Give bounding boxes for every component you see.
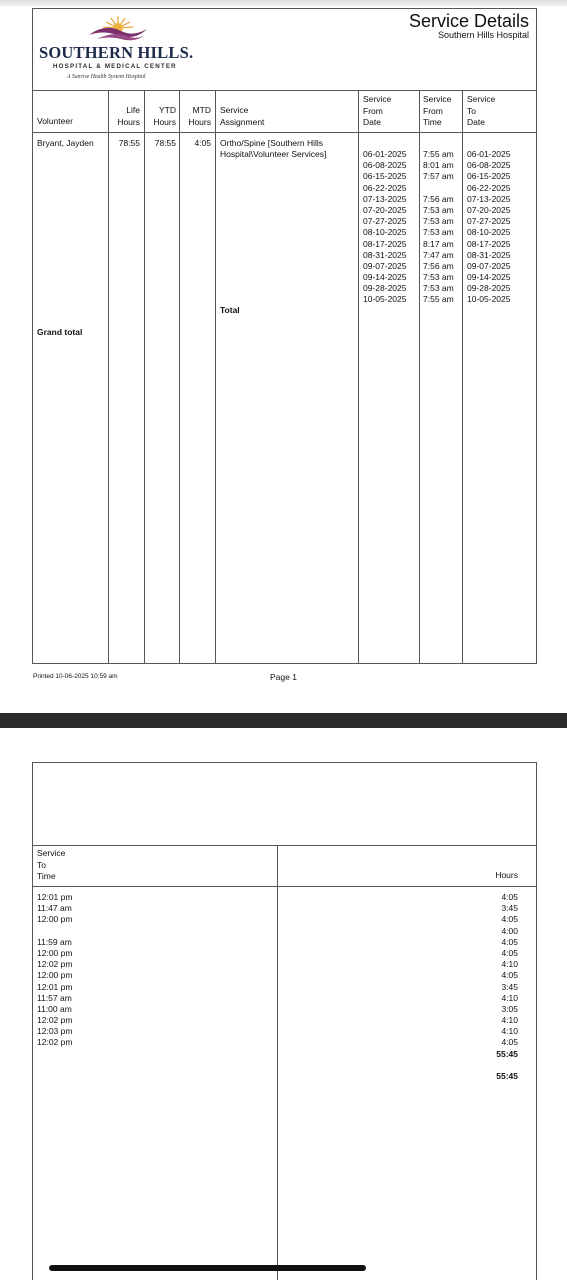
col-header-to-time: Service To Time: [37, 848, 66, 881]
list-item: 08-10-2025: [467, 227, 511, 238]
list-item: 06-15-2025: [363, 171, 407, 182]
list-item: 07-27-2025: [363, 216, 407, 227]
report-header: [33, 9, 536, 91]
col-header-to-date: Service To Date: [467, 94, 496, 127]
list-item: [423, 183, 454, 194]
home-indicator[interactable]: [49, 1265, 366, 1271]
hospital-logo: [39, 15, 219, 87]
col-divider: [144, 91, 145, 664]
list-item: 07-13-2025: [467, 193, 511, 204]
list-item: 7:47 am: [423, 249, 454, 260]
col-divider: [215, 91, 216, 664]
list-item: 06-15-2025: [467, 171, 511, 182]
col-header-volunteer: Volunteer: [37, 116, 73, 126]
list-item: 8:17 am: [423, 238, 454, 249]
page-subtitle: Southern Hills Hospital: [437, 30, 529, 40]
page-number: Page 1: [270, 672, 297, 682]
list-item: 09-07-2025: [363, 260, 407, 271]
list-item: 11:57 am: [37, 992, 72, 1003]
list-item: 08-31-2025: [467, 249, 511, 260]
col-divider: [108, 91, 109, 664]
list-item: 7:53 am: [423, 204, 454, 215]
printed-timestamp: Printed 10-06-2025 10:59 am: [33, 673, 118, 680]
col-divider: [419, 91, 420, 664]
list-item: 12:02 pm: [37, 959, 73, 970]
header-divider: [33, 845, 536, 846]
list-item: 12:02 pm: [37, 1037, 73, 1048]
list-item: 8:01 am: [423, 160, 454, 171]
total-hours: 55:45: [496, 1049, 518, 1059]
list-item: 7:55 am: [423, 294, 454, 305]
col-divider: [277, 845, 278, 1280]
list-item: 12:00 pm: [37, 947, 73, 958]
list-item: 11:59 am: [37, 936, 72, 947]
list-item: 06-08-2025: [363, 160, 407, 171]
assignment-line-2: Hospital\Volunteer Services]: [220, 149, 327, 159]
list-item: 09-07-2025: [467, 260, 511, 271]
list-item: [37, 926, 72, 937]
list-item: 06-01-2025: [467, 149, 511, 159]
list-item: 09-14-2025: [363, 272, 407, 283]
list-item: 12:02 pm: [37, 1015, 73, 1026]
list-item: 11:47 am: [37, 903, 72, 914]
col-header-from-time: Service From Time: [423, 94, 452, 127]
list-item: 3:45: [501, 981, 518, 992]
list-item: 07-20-2025: [467, 204, 511, 215]
list-item: 06-08-2025: [467, 160, 511, 171]
list-item: 12:01 pm: [37, 981, 73, 992]
list-item: 06-22-2025: [363, 182, 407, 193]
mtd-hours-value: 4:05: [194, 138, 211, 148]
report-page-2: [32, 762, 537, 1280]
list-item: 7:57 am: [423, 171, 454, 182]
list-item: 7:53 am: [423, 272, 454, 283]
col-header-ytd-hours: YTD Hours: [153, 105, 176, 127]
col-divider: [358, 91, 359, 664]
sun-hills-logo-icon: [87, 15, 149, 41]
list-item: 12:00 pm: [37, 970, 73, 981]
list-item: 3:45: [501, 903, 518, 914]
hours-list: [453, 892, 518, 1049]
list-item: 08-17-2025: [363, 238, 407, 249]
list-item: 7:56 am: [423, 260, 454, 271]
list-item: 08-17-2025: [467, 238, 511, 249]
list-item: 09-14-2025: [467, 272, 511, 283]
list-item: 7:53 am: [423, 283, 454, 294]
report-page-1: [32, 8, 537, 664]
list-item: 12:00 pm: [37, 914, 73, 925]
list-item: 12:03 pm: [37, 1026, 73, 1037]
volunteer-name: Bryant, Jayden: [37, 138, 94, 148]
total-label: Total: [220, 305, 240, 315]
logo-name: SOUTHERN HILLS.: [39, 43, 194, 62]
list-item: 07-13-2025: [363, 193, 407, 204]
list-item: 06-22-2025: [467, 182, 511, 193]
list-item: 09-28-2025: [363, 283, 407, 294]
list-item: 7:53 am: [423, 227, 454, 238]
list-item: 4:05: [501, 970, 518, 981]
list-item: 4:10: [501, 1026, 518, 1037]
col-header-assignment: Service Assignment: [220, 105, 265, 127]
list-item: 08-31-2025: [363, 249, 407, 260]
list-item: 4:10: [501, 1015, 518, 1026]
from-date-list: [363, 149, 406, 306]
assignment-line-1: Ortho/Spine [Southern Hills: [220, 138, 323, 148]
list-item: 06-01-2025: [363, 149, 407, 159]
list-item: 07-27-2025: [467, 216, 511, 227]
list-item: 4:05: [501, 1037, 518, 1048]
list-item: 11:00 am: [37, 1003, 72, 1014]
list-item: 4:05: [501, 936, 518, 947]
list-item: 4:05: [501, 947, 518, 958]
list-item: 4:10: [501, 992, 518, 1003]
list-item: 08-10-2025: [363, 227, 407, 238]
header-row-divider: [33, 886, 536, 887]
ytd-hours-value: 78:55: [154, 138, 176, 148]
page-separator-band: [0, 713, 567, 728]
list-item: 7:53 am: [423, 216, 454, 227]
list-item: 12:01 pm: [37, 892, 73, 902]
life-hours-value: 78:55: [118, 138, 140, 148]
col-header-life-hours: Life Hours: [117, 105, 140, 127]
list-item: 4:00: [501, 925, 518, 936]
col-divider: [179, 91, 180, 664]
col-header-hours: Hours: [495, 870, 518, 880]
grand-total-label: Grand total: [37, 327, 83, 337]
list-item: 3:05: [501, 1003, 518, 1014]
col-divider: [462, 91, 463, 664]
list-item: 4:05: [501, 914, 518, 925]
to-date-list: [467, 149, 510, 306]
to-time-list: [37, 892, 72, 1049]
list-item: 7:56 am: [423, 193, 454, 204]
list-item: 7:55 am: [423, 149, 454, 159]
list-item: 4:10: [501, 959, 518, 970]
col-header-mtd-hours: MTD Hours: [188, 105, 211, 127]
list-item: 07-20-2025: [363, 204, 407, 215]
col-header-from-date: Service From Date: [363, 94, 392, 127]
list-item: 10-05-2025: [363, 294, 407, 305]
list-item: 10-05-2025: [467, 294, 511, 305]
logo-subname: HOSPITAL & MEDICAL CENTER: [53, 63, 177, 70]
list-item: 4:05: [501, 892, 518, 902]
list-item: 09-28-2025: [467, 283, 511, 294]
page-title: Service Details: [408, 11, 529, 31]
top-strip: [0, 0, 567, 6]
grand-total-hours: 55:45: [496, 1071, 518, 1081]
logo-tagline: A Sunrise Health System Hospital: [67, 74, 146, 80]
from-time-list: [423, 149, 454, 306]
header-row-divider: [33, 132, 536, 133]
